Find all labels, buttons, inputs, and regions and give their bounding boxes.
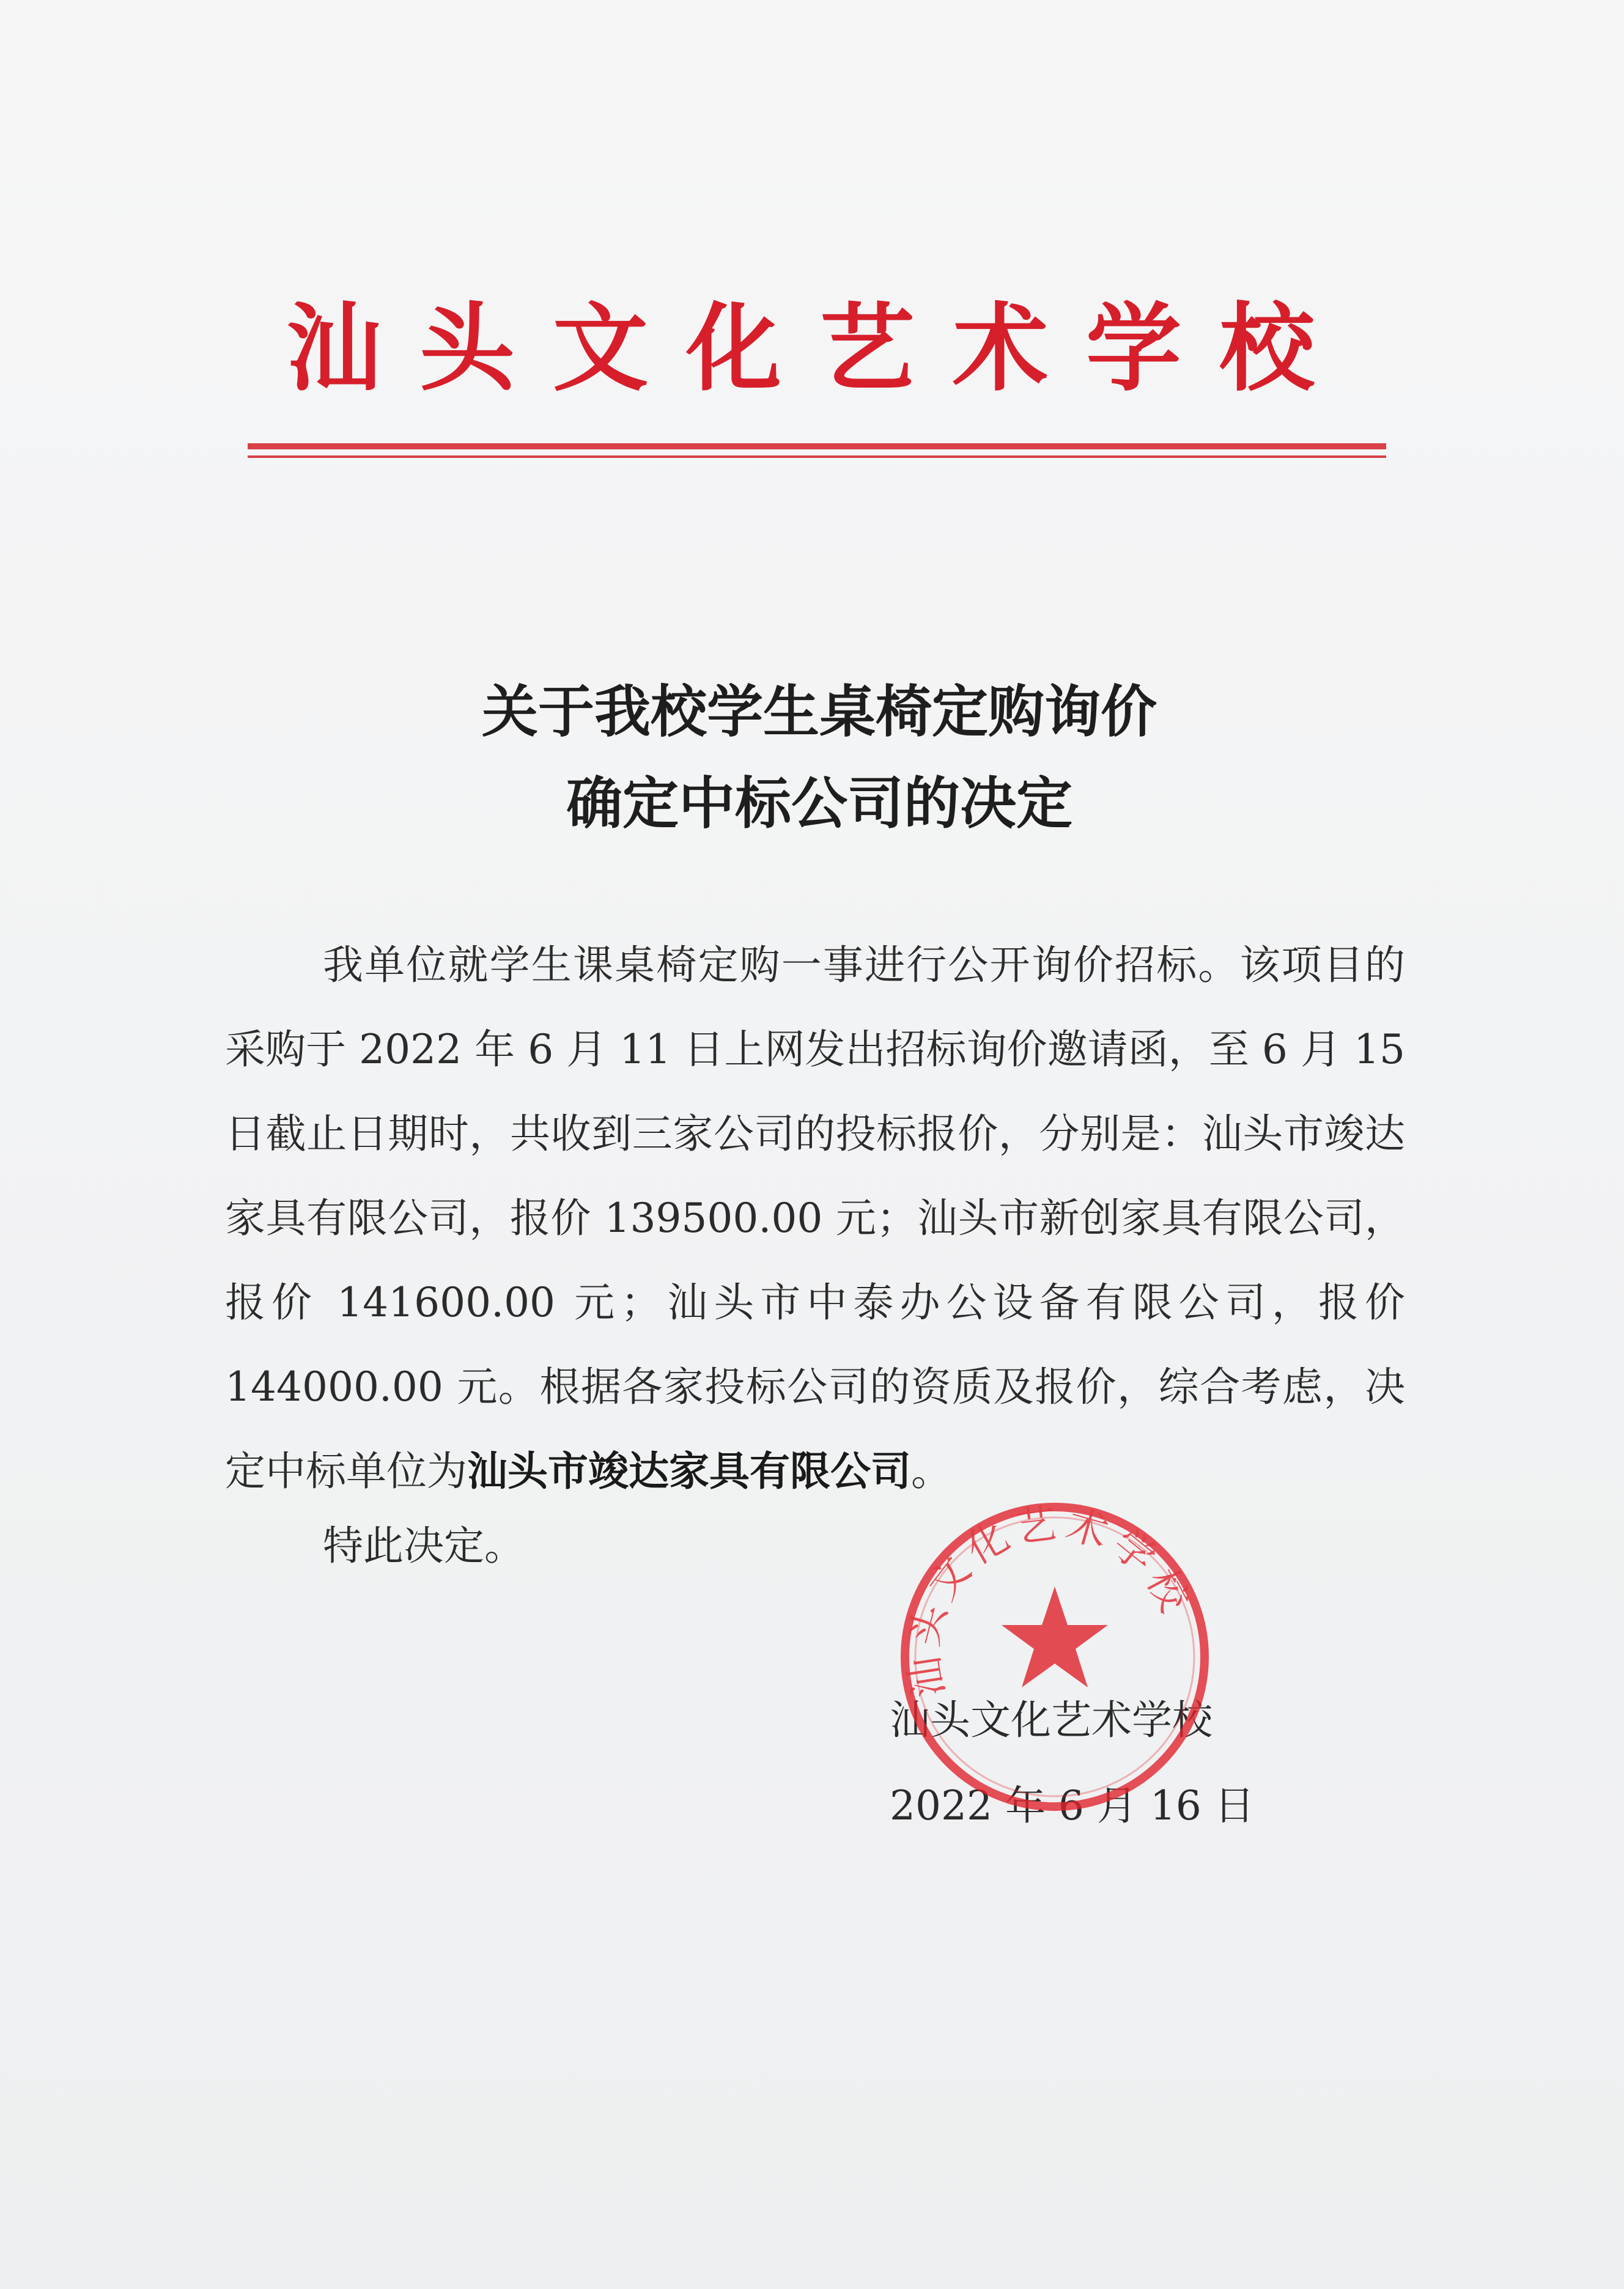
svg-text:汕头文化艺术学校: 汕头文化艺术学校	[899, 1499, 1201, 1701]
document-title	[245, 666, 1394, 850]
signature-org: 汕头文化艺术学校	[890, 1697, 1212, 1744]
seal-stamp-icon	[890, 1492, 1220, 1822]
closing-statement: 特此决定。	[323, 1522, 525, 1569]
body-text: 我单位就学生课桌椅定购一事进行公开询价招标。该项目的采购于 2022 年 6 月 11 日上网发出招标询价邀请函，至 6 月 15 日截止日期时，共收到三家公司的投标报价，分别是：汕头市竣达家具有限公司，报价 139500.00 元；汕头市新创家具有限公司，报价 141600.00 元；汕头市中泰办公设备有限公司，报价 144000.00 元。根据各家投标公司的资质及报价，综合考虑，决定中标单位为	[225, 942, 1405, 1495]
letterhead-title: 汕头文化艺术学校	[286, 292, 1353, 404]
letterhead-rule-thick	[248, 443, 1386, 449]
official-seal	[890, 1492, 1220, 1822]
body-paragraph	[225, 923, 1405, 1514]
body-text-end: 。	[911, 1448, 951, 1495]
document-body	[225, 923, 1405, 1514]
letterhead-rule-thin	[248, 455, 1386, 458]
title-line-1: 关于我校学生桌椅定购询价	[481, 679, 1157, 745]
signature-date: 2022 年 6 月 16 日	[890, 1782, 1255, 1829]
winning-company: 汕头市竣达家具有限公司	[467, 1448, 911, 1495]
title-line-2: 确定中标公司的决定	[566, 771, 1072, 836]
